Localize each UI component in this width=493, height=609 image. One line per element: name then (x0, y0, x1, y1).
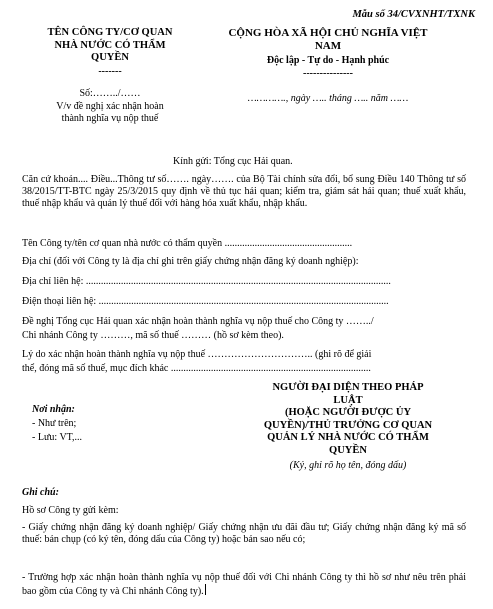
org-name-line: QUYỀN (91, 52, 129, 63)
text-cursor (205, 584, 206, 595)
address-intro: Địa chỉ (đối với Công ty là địa chỉ ghi trên giấy chứng nhận đăng ký doanh nghiệp): (22, 256, 359, 267)
country-line: CỘNG HÒA XÃ HỘI CHỦ NGHĨA VIỆT (228, 27, 428, 39)
signature-line: LUẬT (333, 394, 363, 406)
contact-phone-field: Điện thoại liên hệ: .................................................................................................................... (22, 296, 389, 307)
org-name-line: NHÀ NƯỚC CÓ THẨM (54, 39, 166, 51)
subject-line: thành nghĩa vụ nộp thuế (61, 113, 159, 124)
request-line: Đề nghị Tổng cục Hải quan xác nhận hoàn thành nghĩa vụ nộp thuế cho Công ty ……../ (22, 316, 374, 327)
basis-paragraph: Căn cứ khoản.... Điều...Thông tư số……. ngày……. của Bộ Tài chính sửa đổi, bổ sung Điều 140 Thông tư số 38/2015/TT-BTC ngày 25/3/2015 quy định về thủ tục hải quan; kiểm tra, giám sát hải quan; thuế xuất khẩu, thuế nhập khẩu và quản lý thuế đối với hàng hóa xuất khẩu, nhập khẩu. (22, 174, 466, 209)
request-line: Chi nhánh Công ty ………, mã số thuế ……… (hồ sơ kèm theo). (22, 330, 284, 341)
reason-line: thể, đóng mã số thuế, mục đích khác ................................................................................ (22, 363, 371, 374)
recipients-title: Nơi nhận: (32, 404, 75, 415)
notes-title: Ghi chú: (22, 487, 59, 498)
org-dash: ------- (98, 66, 122, 77)
org-name-block (22, 27, 198, 65)
date-line: …………., ngày ….. tháng ….. năm …… (247, 93, 409, 104)
signature-line: (HOẶC NGƯỜI ĐƯỢC ỦY (284, 407, 412, 418)
form-number: Mẫu số 34/CVXNHT/TXNK (352, 9, 475, 20)
reason-line: Lý do xác nhận hoàn thành nghĩa vụ nộp thuế ………………………….. (ghi rõ để giải (22, 349, 372, 360)
notes-item-text: - Trường hợp xác nhận hoàn thành nghĩa vụ nộp thuế đối với Chi nhánh Công ty thì hồ sơ như nêu trên phải bao gồm của Công ty và Chi nhánh Công ty). (22, 572, 466, 597)
salutation: Kính gửi: Tổng cục Hải quan. (173, 156, 293, 167)
org-name-line: TÊN CÔNG TY/CƠ QUAN (47, 27, 173, 38)
notes-intro: Hồ sơ Công ty gửi kèm: (22, 505, 119, 516)
subject-line: V/v đề nghị xác nhận hoàn (56, 101, 164, 112)
signature-line: NGƯỜI ĐẠI DIỆN THEO PHÁP (272, 382, 424, 393)
contact-address-field: Địa chỉ liên hệ: .......................................................................................................................... (22, 276, 391, 287)
signature-note: (Ký, ghi rõ họ tên, đóng dấu) (289, 460, 407, 471)
signature-line: QUYỀN)/THỦ TRƯỞNG CƠ QUAN (263, 419, 433, 431)
recipient-item: - Như trên; (32, 418, 77, 429)
notes-item: - Giấy chứng nhận đăng ký doanh nghiệp/ Giấy chứng nhận ưu đãi đầu tư; Giấy chứng nhận đăng ký mã số thuế: bản chụp (có ký tên, đóng dấu của Công ty) hoặc bản sao nếu có; (22, 522, 466, 545)
country-title (208, 27, 448, 53)
recipient-item: - Lưu: VT,... (32, 432, 83, 443)
signature-title (232, 382, 464, 457)
motto-dash: --------------- (303, 68, 353, 79)
signature-line: QUẢN LÝ NHÀ NƯỚC CÓ THẨM (267, 432, 429, 443)
company-name-field: Tên Công ty/tên cơ quan nhà nước có thẩm quyền ................................................... (22, 238, 353, 249)
document-number: Số:……../…… (79, 88, 141, 99)
motto: Độc lập - Tự do - Hạnh phúc (266, 55, 390, 66)
subject-block (22, 101, 198, 125)
country-line: NAM (314, 40, 342, 52)
notes-item-2 (22, 572, 466, 598)
signature-line: QUYỀN (329, 444, 367, 456)
